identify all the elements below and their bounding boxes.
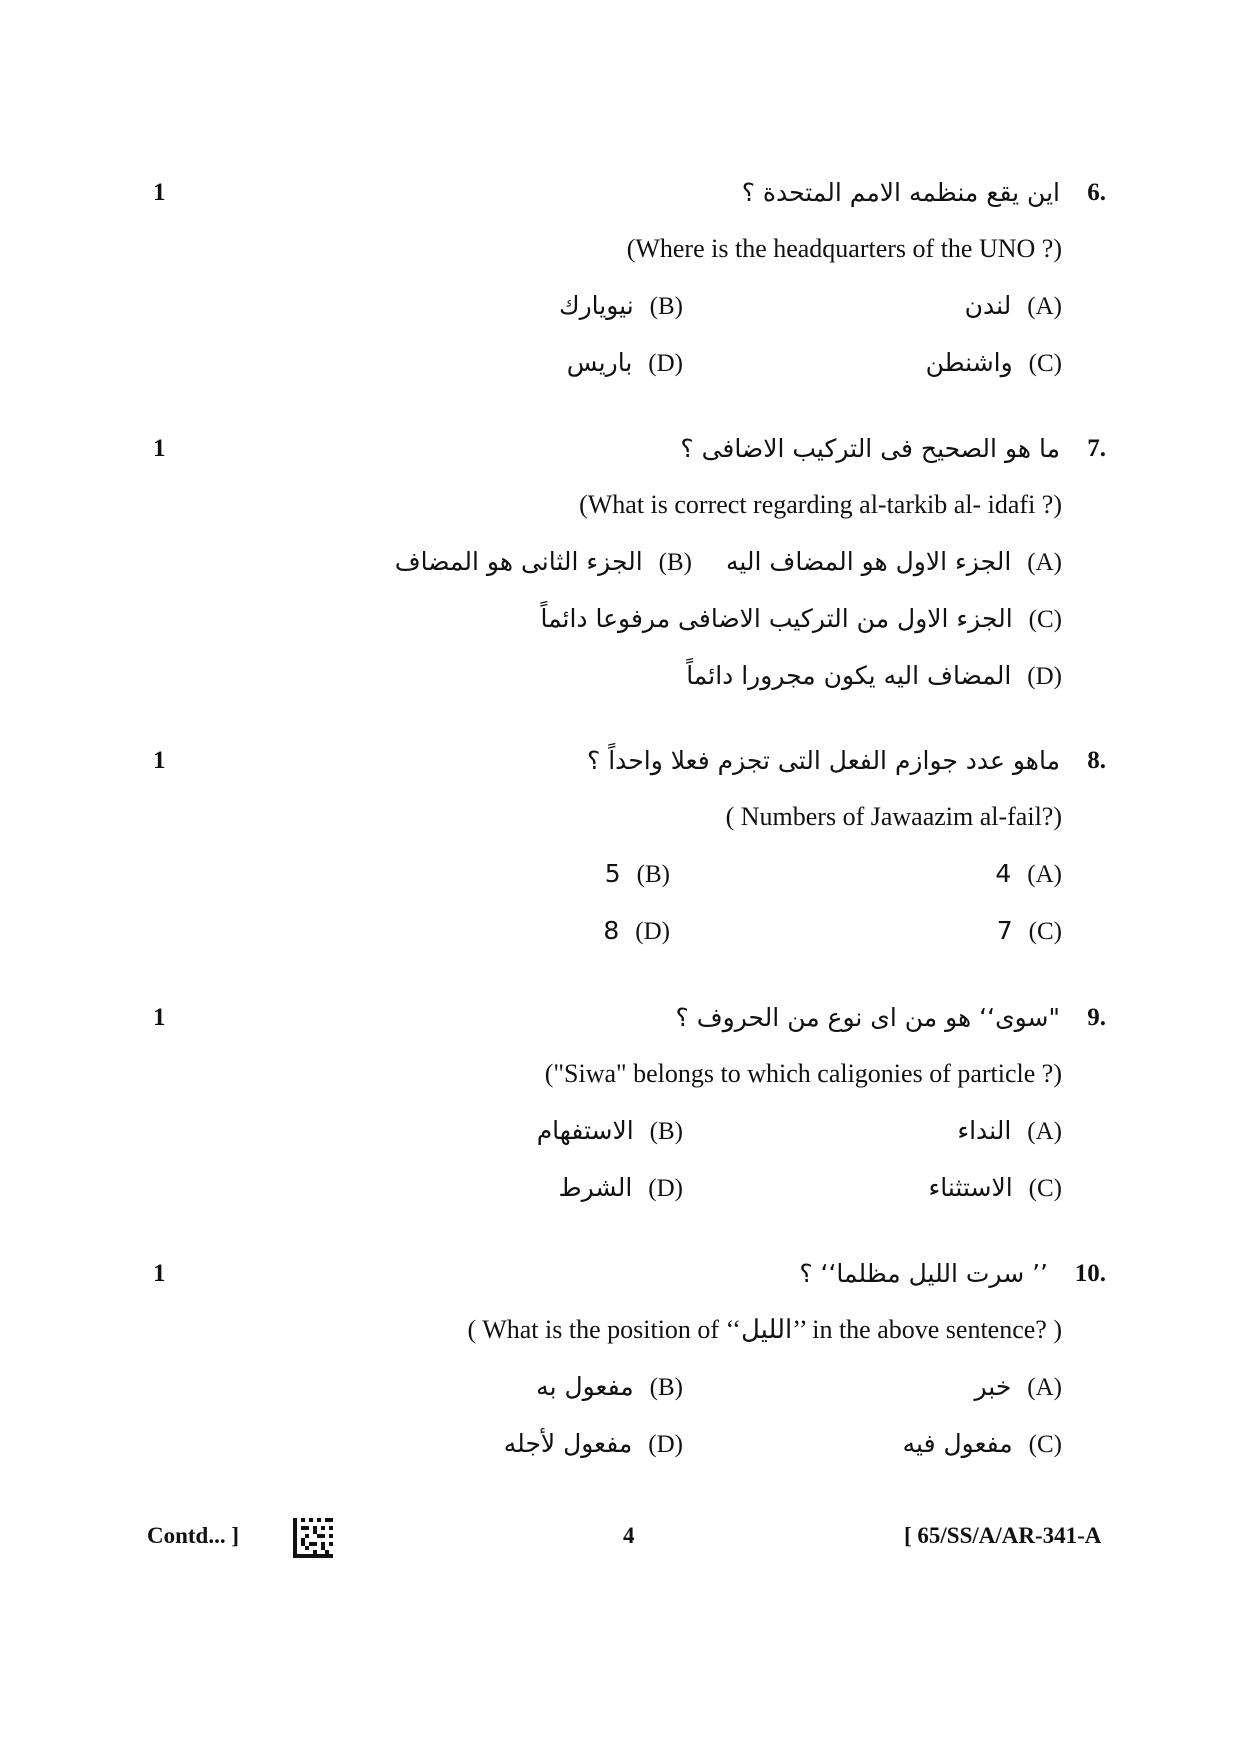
option-c: (C) 7 — [996, 916, 1062, 945]
question-number: 8. — [1087, 747, 1106, 774]
marks: 1 — [153, 435, 166, 462]
option-c: (C) واشنطن — [925, 348, 1062, 377]
qr-code-icon — [293, 1518, 333, 1558]
question-number: 6. — [1087, 179, 1106, 206]
question-english: (What is correct regarding al-tarkib al- idafi ?) — [579, 490, 1062, 519]
question-arabic: ’’ سرت الليل مظلما‘‘ ؟ — [799, 1259, 1048, 1288]
marks: 1 — [153, 747, 166, 774]
option-b: (B) الجزء الثانى هو المضاف — [394, 547, 692, 576]
option-c: (C) الجزء الاول من التركيب الاضافى مرفوعا دائماً — [540, 604, 1062, 633]
option-b: (B) الاستفهام — [536, 1116, 683, 1145]
question-english: ( What is the position of ‘‘الليل’’ in the above sentence? ) — [467, 1315, 1062, 1344]
question-arabic: ماهو عدد جوازم الفعل التى تجزم فعلا واحداً ؟ — [587, 746, 1060, 775]
option-c: (C) الاستثناء — [928, 1173, 1062, 1202]
paper-code: [ 65/SS/A/AR-341-A — [904, 1523, 1102, 1548]
option-a: (A) خبر — [974, 1372, 1062, 1401]
question-arabic: "سوى‘‘ هو من اى نوع من الحروف ؟ — [675, 1003, 1060, 1032]
question-number: 7. — [1087, 435, 1106, 462]
question-english: (Where is the headquarters of the UNO ?) — [626, 234, 1062, 263]
option-b: (B) نيويارك — [559, 291, 683, 320]
option-c: (C) مفعول فيه — [902, 1429, 1062, 1458]
question-english: ("Siwa" belongs to which caligonies of particle ?) — [544, 1059, 1062, 1088]
question-english: ( Numbers of Jawaazim al-fail?) — [725, 802, 1062, 831]
option-a: (A) النداء — [957, 1116, 1062, 1145]
question-number: 9. — [1087, 1004, 1106, 1031]
option-d: (D) 8 — [603, 916, 670, 945]
option-d: (D) المضاف اليه يكون مجرورا دائماً — [686, 661, 1062, 690]
option-b: (B) مفعول به — [536, 1372, 683, 1401]
option-d: (D) مفعول لأجله — [503, 1429, 683, 1458]
page-number: 4 — [623, 1523, 635, 1548]
option-a: (A) لندن — [964, 291, 1062, 320]
option-d: (D) الشرط — [558, 1173, 683, 1202]
marks: 1 — [153, 1004, 166, 1031]
option-b: (B) 5 — [604, 859, 670, 888]
question-arabic: اين يقع منظمه الامم المتحدة ؟ — [741, 178, 1060, 207]
option-a: (A) 4 — [995, 859, 1062, 888]
option-d: (D) باريس — [566, 348, 683, 377]
marks: 1 — [153, 1260, 166, 1287]
marks: 1 — [153, 179, 166, 206]
option-a: (A) الجزء الاول هو المضاف اليه — [725, 547, 1062, 576]
question-number: 10. — [1074, 1260, 1106, 1287]
footer-contd: Contd... ] — [147, 1523, 240, 1548]
question-arabic: ما هو الصحيح فى التركيب الاضافى ؟ — [680, 434, 1060, 463]
